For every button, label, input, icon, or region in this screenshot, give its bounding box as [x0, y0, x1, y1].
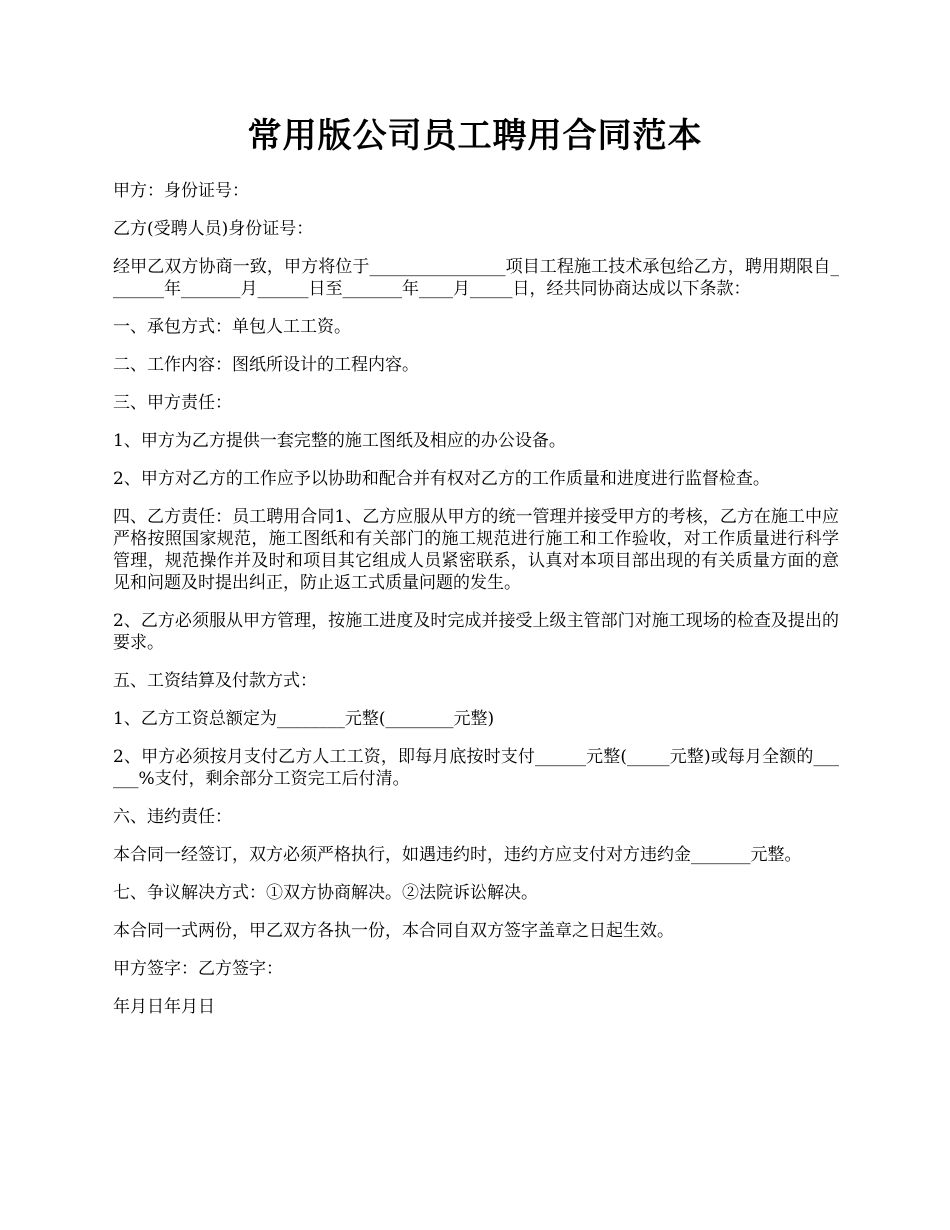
date-line: 年月日年月日: [113, 997, 215, 1017]
clause-3-item-2: 2、甲方对乙方的工作应予以协助和配合并有权对乙方的工作质量和进度进行监督检查。: [113, 469, 770, 489]
clause-6-heading: 六、违约责任：: [113, 807, 232, 827]
clause-3-heading: 三、甲方责任：: [113, 393, 232, 413]
party-a-line: 甲方：身份证号：: [113, 181, 249, 201]
clause-4-item-2: 2、乙方必须服从甲方管理，按施工进度及时完成并接受上级主管部门对施工现场的检查及提出的要求。: [113, 611, 839, 653]
clause-7-dispute: 七、争议解决方式：①双方协商解决。②法院诉讼解决。: [113, 883, 538, 903]
clause-5-heading: 五、工资结算及付款方式：: [113, 671, 317, 691]
clause-3-item-1: 1、甲方为乙方提供一套完整的施工图纸及相应的办公设备。: [113, 431, 566, 451]
validity-paragraph: 本合同一式两份，甲乙双方各执一份，本合同自双方签字盖章之日起生效。: [113, 921, 674, 941]
preamble-paragraph: 经甲乙双方协商一致，甲方将位于________________项目工程施工技术承包给乙方，聘用期限自_______年_______月______日至_______年____月_____日，经共同协商达成以下条款：: [113, 257, 839, 299]
clause-5-item-2: 2、甲方必须按月支付乙方人工工资，即每月底按时支付______元整(_____元整)或每月全额的______%支付，剩余部分工资完工后付清。: [113, 747, 839, 789]
signature-line: 甲方签字：乙方签字：: [113, 959, 283, 979]
document-body: [113, 180, 839, 1034]
clause-6-paragraph: 本合同一经签订，双方必须严格执行，如遇违约时，违约方应支付对方违约金_______元整。: [113, 845, 802, 865]
clause-1-contract-method: 一、承包方式：单包人工工资。: [113, 317, 351, 337]
clause-2-work-content: 二、工作内容：图纸所设计的工程内容。: [113, 355, 419, 375]
party-b-line: 乙方(受聘人员)身份证号：: [113, 219, 314, 239]
clause-4-paragraph: 四、乙方责任：员工聘用合同1、乙方应服从甲方的统一管理并接受甲方的考核，乙方在施工中应严格按照国家规范，施工图纸和有关部门的施工规范进行施工和工作验收，对工作质量进行科学管理，规范操作并及时和项目其它组成人员紧密联系，认真对本项目部出现的有关质量方面的意见和问题及时提出纠正，防止返工式质量问题的发生。: [113, 507, 839, 593]
clause-5-item-1: 1、乙方工资总额定为________元整(________元整): [113, 709, 495, 729]
document-title: 常用版公司员工聘用合同范本: [247, 116, 703, 156]
